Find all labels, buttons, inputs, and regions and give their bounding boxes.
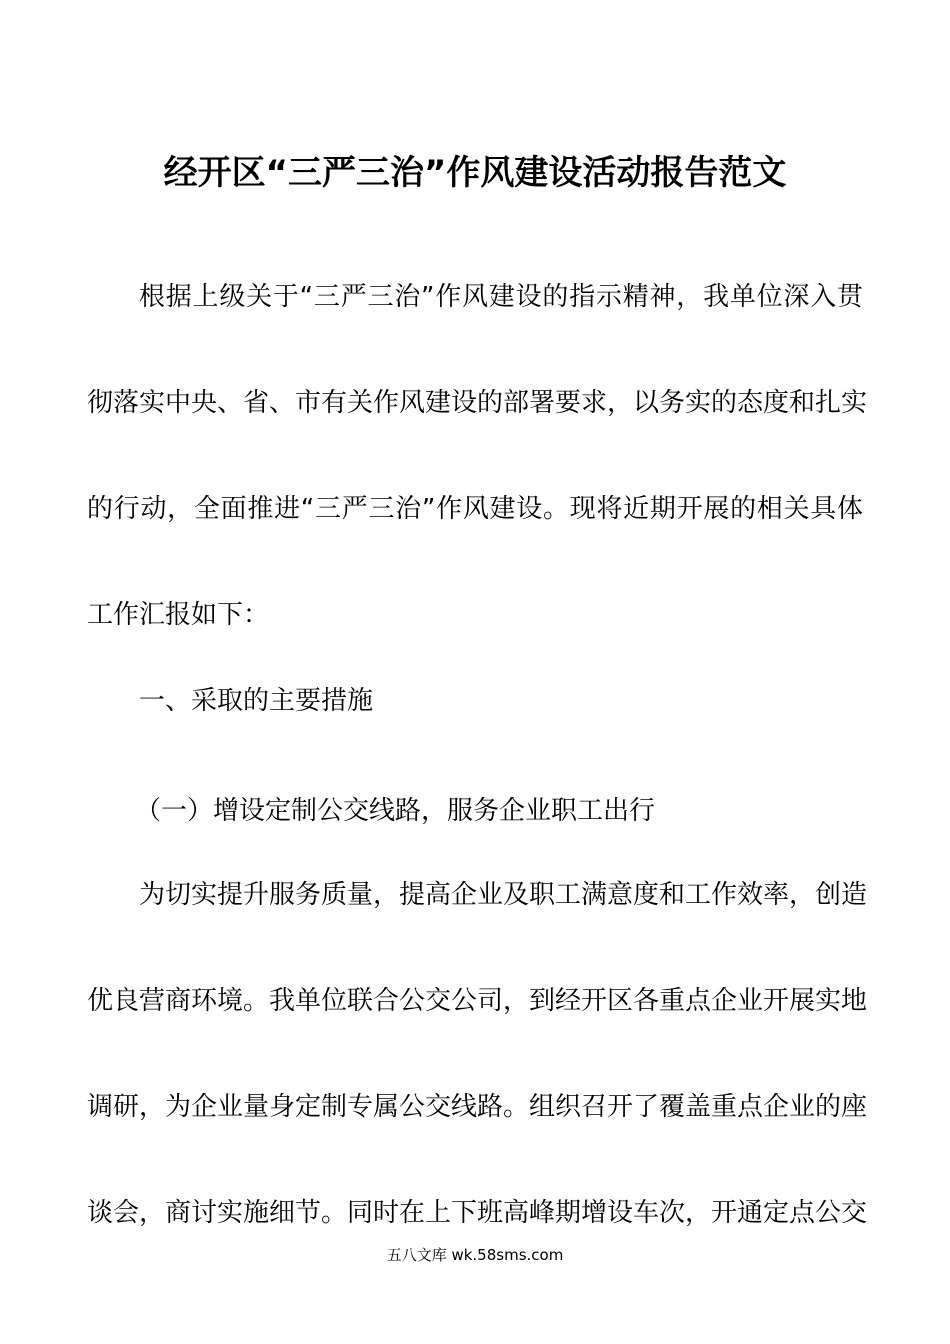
paragraph-measures: [87, 868, 868, 1240]
document-title: 经开区“三严三治”作风建设活动报告范文: [163, 153, 787, 193]
paragraph-line: 调研，为企业量身定制专属公交线路。组织召开了覆盖重点企业的座: [87, 1092, 868, 1122]
subsection-heading: （一）增设定制公交线路，服务企业职工出行: [135, 796, 656, 826]
section-heading: 一、采取的主要措施: [139, 686, 374, 716]
paragraph-line: 根据上级关于“三严三治”作风建设的指示精神，我单位深入贯: [139, 282, 863, 312]
paragraph-line: 彻落实中央、省、市有关作风建设的部署要求，以务实的态度和扎实: [87, 388, 868, 418]
paragraph-intro: [87, 270, 868, 642]
paragraph-line: 的行动，全面推进“三严三治”作风建设。现将近期开展的相关具体: [87, 494, 863, 524]
footer-watermark: 五八文库 wk.58sms.com: [386, 1246, 564, 1264]
paragraph-line: 优良营商环境。我单位联合公交公司，到经开区各重点企业开展实地: [87, 986, 868, 1016]
paragraph-line: 为切实提升服务质量，提高企业及职工满意度和工作效率，创造: [139, 880, 868, 910]
paragraph-line: 谈会，商讨实施细节。同时在上下班高峰期增设车次，开通定点公交: [87, 1198, 868, 1228]
paragraph-line: 工作汇报如下：: [87, 600, 270, 630]
